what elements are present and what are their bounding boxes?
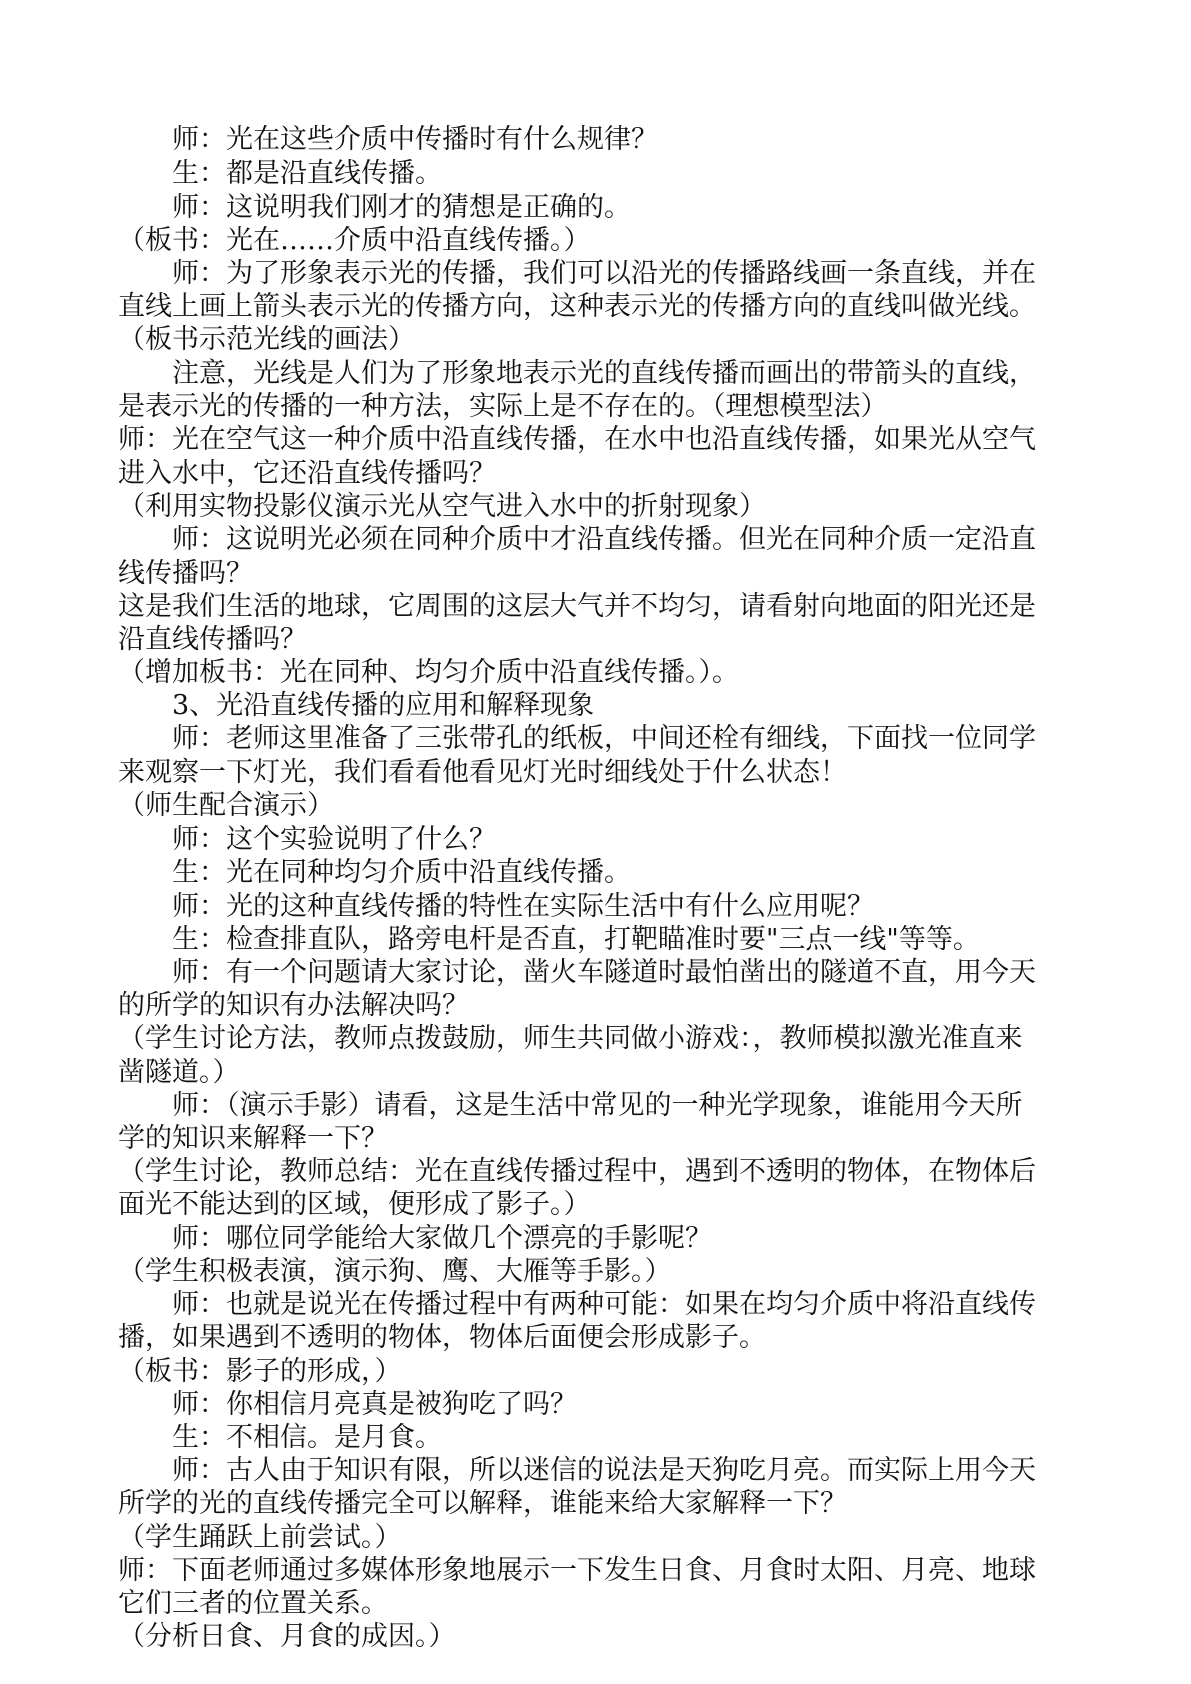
text-line: 师：也就是说光在传播过程中有两种可能：如果在均匀介质中将沿直线传 xyxy=(172,1289,1036,1320)
text-line: 师：有一个问题请大家讨论，凿火车隧道时最怕凿出的隧道不直，用今天 xyxy=(172,957,1036,988)
text-line: 师：光在空气这一种介质中沿直线传播，在水中也沿直线传播，如果光从空气 xyxy=(118,424,1036,455)
text-line: 师：下面老师通过多媒体形象地展示一下发生日食、月食时太阳、月亮、地球 xyxy=(118,1555,1036,1586)
text-line: （分析日食、月食的成因。） xyxy=(118,1621,456,1652)
text-line: 师：这说明我们刚才的猜想是正确的。 xyxy=(172,192,631,223)
text-line: （学生讨论，教师总结：光在直线传播过程中，遇到不透明的物体，在物体后 xyxy=(118,1156,1036,1187)
text-line: 这是我们生活的地球，它周围的这层大气并不均匀，请看射向地面的阳光还是 xyxy=(118,591,1036,622)
text-line: 师：（演示手影）请看，这是生活中常见的一种光学现象，谁能用今天所 xyxy=(172,1090,1023,1121)
text-line: 师：这个实验说明了什么？ xyxy=(172,824,496,855)
text-line: 注意，光线是人们为了形象地表示光的直线传播而画出的带箭头的直线， xyxy=(172,358,1036,389)
text-line: （学生积极表演，演示狗、鹰、大雁等手影。） xyxy=(118,1256,672,1287)
text-line: 播，如果遇到不透明的物体，物体后面便会形成影子。 xyxy=(118,1322,766,1353)
text-line: 进入水中，它还沿直线传播吗？ xyxy=(118,458,496,489)
text-line: 直线上画上箭头表示光的传播方向，这种表示光的传播方向的直线叫做光线。 xyxy=(118,291,1036,322)
text-line: 凿隧道。） xyxy=(118,1057,240,1088)
text-line: 生：检查排直队，路旁电杆是否直，打靶瞄准时要"三点一线"等等。 xyxy=(172,924,980,955)
text-line: 师：古人由于知识有限，所以迷信的说法是天狗吃月亮。而实际上用今天 xyxy=(172,1455,1036,1486)
text-line: 生：光在同种均匀介质中沿直线传播。 xyxy=(172,857,631,888)
text-line: 生：都是沿直线传播。 xyxy=(172,158,442,189)
text-line: 线传播吗？ xyxy=(118,558,253,589)
text-line: 师：为了形象表示光的传播，我们可以沿光的传播路线画一条直线，并在 xyxy=(172,258,1036,289)
text-line: （板书示范光线的画法） xyxy=(118,324,415,355)
text-line: （板书：影子的形成，） xyxy=(118,1356,402,1387)
text-line: （板书：光在……介质中沿直线传播。） xyxy=(118,225,591,256)
text-line: 面光不能达到的区域，便形成了影子。） xyxy=(118,1189,591,1220)
text-line: （学生踊跃上前尝试。） xyxy=(118,1522,402,1553)
text-line: 所学的光的直线传播完全可以解释，谁能来给大家解释一下？ xyxy=(118,1488,847,1519)
text-line: 来观察一下灯光，我们看看他看见灯光时细线处于什么状态！ xyxy=(118,757,847,788)
text-line: 学的知识来解释一下？ xyxy=(118,1123,388,1154)
text-line: 师：光的这种直线传播的特性在实际生活中有什么应用呢？ xyxy=(172,891,874,922)
text-line: 是表示光的传播的一种方法，实际上是不存在的。（理想模型法） xyxy=(118,391,888,422)
text-line: （师生配合演示） xyxy=(118,790,334,821)
text-line: （增加板书：光在同种、均匀介质中沿直线传播。）。 xyxy=(118,657,739,688)
text-line: 师：这说明光必须在同种介质中才沿直线传播。但光在同种介质一定沿直 xyxy=(172,524,1036,555)
text-line: 师：哪位同学能给大家做几个漂亮的手影呢？ xyxy=(172,1223,712,1254)
text-line: 它们三者的位置关系。 xyxy=(118,1588,388,1619)
text-line: 师：你相信月亮真是被狗吃了吗？ xyxy=(172,1389,577,1420)
text-line: 师：老师这里准备了三张带孔的纸板，中间还栓有细线，下面找一位同学 xyxy=(172,723,1036,754)
text-line: （利用实物投影仪演示光从空气进入水中的折射现象） xyxy=(118,491,766,522)
text-line: 生：不相信。是月食。 xyxy=(172,1422,442,1453)
section-heading: 3、光沿直线传播的应用和解释现象 xyxy=(172,690,595,721)
text-line: 的所学的知识有办法解决吗？ xyxy=(118,990,469,1021)
text-line: （学生讨论方法，教师点拨鼓励，师生共同做小游戏：，教师模拟激光准直来 xyxy=(118,1023,1023,1054)
text-line: 沿直线传播吗？ xyxy=(118,624,307,655)
text-line: 师：光在这些介质中传播时有什么规律？ xyxy=(172,124,658,155)
